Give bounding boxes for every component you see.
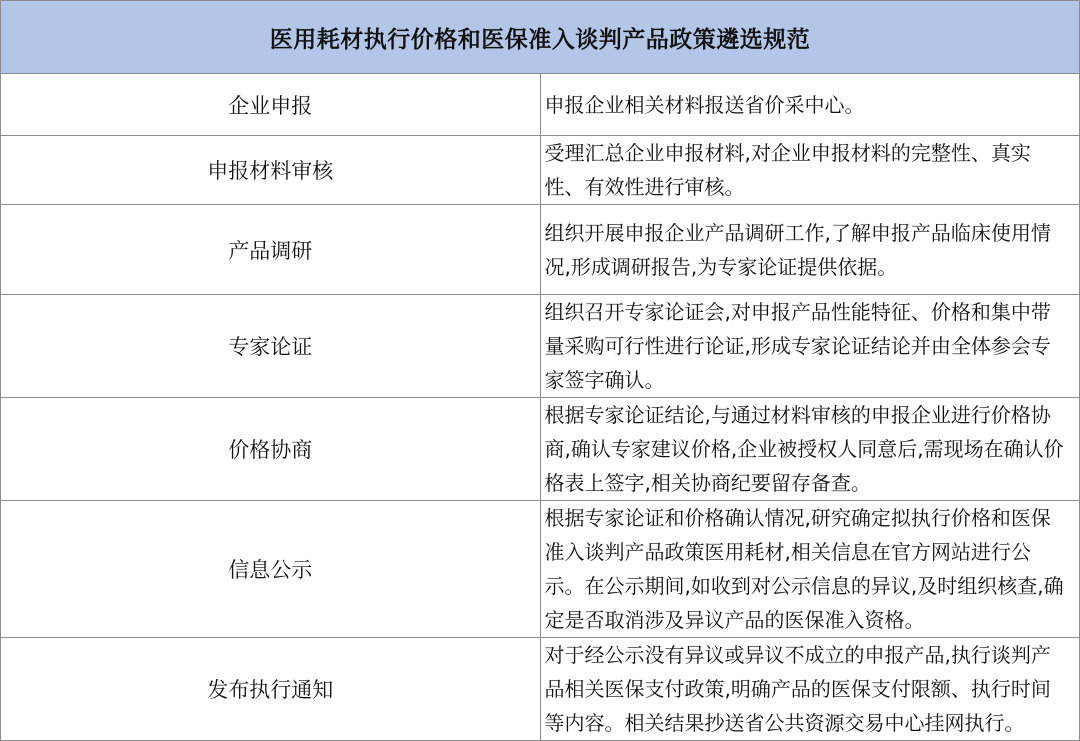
step-name: 专家论证: [1, 295, 541, 398]
step-name: 发布执行通知: [1, 638, 541, 741]
step-description: 组织开展申报企业产品调研工作,了解申报产品临床使用情况,形成调研报告,为专家论证提供依据。: [540, 205, 1080, 295]
step-name: 申报材料审核: [1, 136, 541, 205]
table-row: [1, 205, 1080, 295]
table-row: [1, 74, 1080, 136]
step-description: 申报企业相关材料报送省价采中心。: [540, 74, 1080, 136]
table-row: [1, 295, 1080, 398]
step-name: 价格协商: [1, 398, 541, 501]
table-header-row: [1, 1, 1080, 74]
table-title: 医用耗材执行价格和医保准入谈判产品政策遴选规范: [1, 1, 1080, 74]
table-row: [1, 501, 1080, 638]
table-row: [1, 398, 1080, 501]
table-row: [1, 136, 1080, 205]
table-row: [1, 638, 1080, 741]
step-name: 企业申报: [1, 74, 541, 136]
step-description: 根据专家论证和价格确认情况,研究确定拟执行价格和医保准入谈判产品政策医用耗材,相关信息在官方网站进行公示。在公示期间,如收到对公示信息的异议,及时组织核查,确定是否取消涉及异议产品的医保准入资格。: [540, 501, 1080, 638]
step-description: 根据专家论证结论,与通过材料审核的申报企业进行价格协商,确认专家建议价格,企业被授权人同意后,需现场在确认价格表上签字,相关协商纪要留存备查。: [540, 398, 1080, 501]
step-description: 对于经公示没有异议或异议不成立的申报产品,执行谈判产品相关医保支付政策,明确产品的医保支付限额、执行时间等内容。相关结果抄送省公共资源交易中心挂网执行。: [540, 638, 1080, 741]
step-description: 组织召开专家论证会,对申报产品性能特征、价格和集中带量采购可行性进行论证,形成专家论证结论并由全体参会专家签字确认。: [540, 295, 1080, 398]
step-name: 信息公示: [1, 501, 541, 638]
step-name: 产品调研: [1, 205, 541, 295]
step-description: 受理汇总企业申报材料,对企业申报材料的完整性、真实性、有效性进行审核。: [540, 136, 1080, 205]
